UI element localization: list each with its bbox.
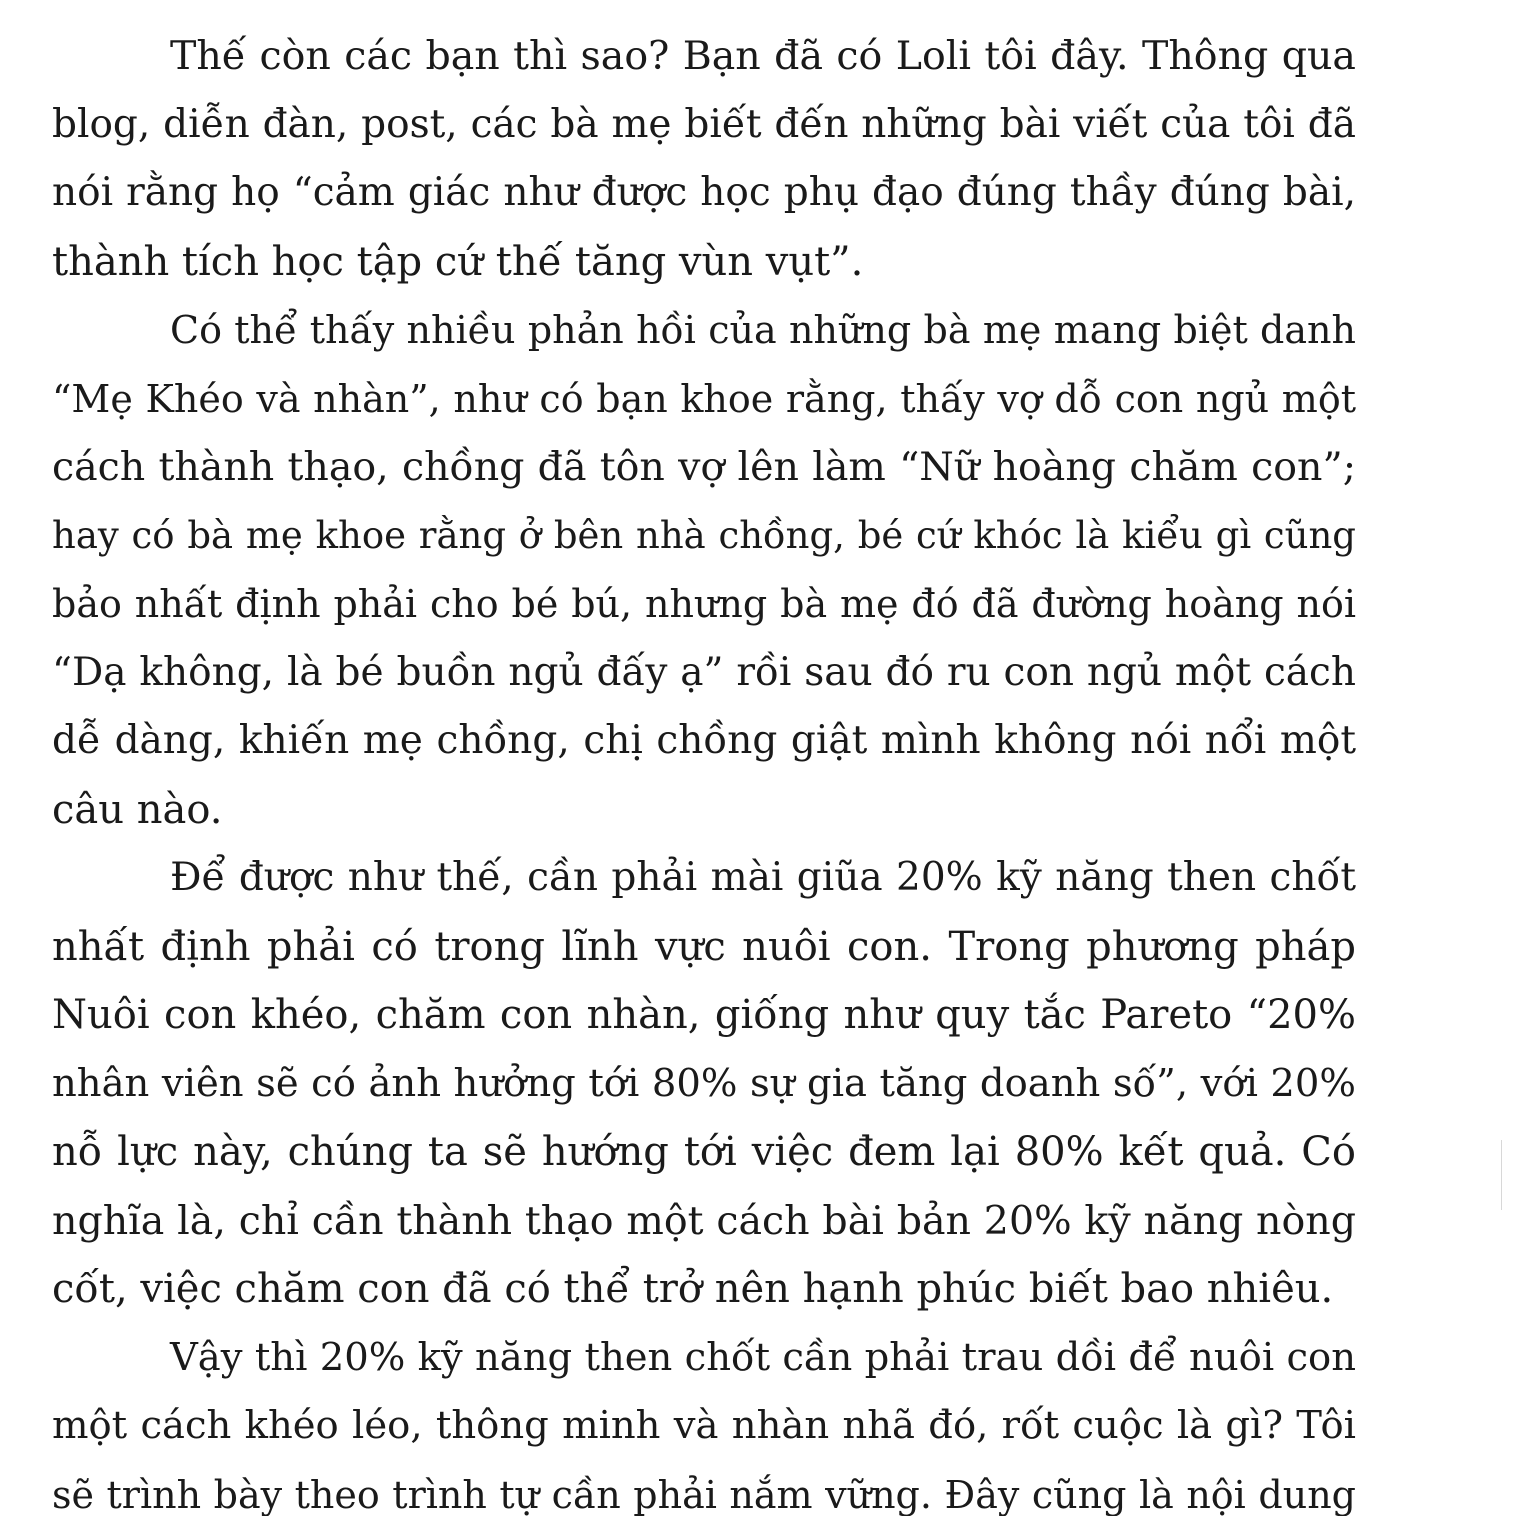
text-line: bảo nhất định phải cho bé bú, nhưng bà mẹ đó đã đường hoàng nói bbox=[52, 582, 1356, 626]
text-line: Có thể thấy nhiều phản hồi của những bà mẹ mang biệt danh bbox=[170, 308, 1356, 352]
text-line: Vậy thì 20% kỹ năng then chốt cần phải trau dồi để nuôi con bbox=[170, 1334, 1356, 1380]
text-line: nhất định phải có trong lĩnh vực nuôi con. Trong phương pháp bbox=[52, 923, 1356, 970]
text-line: nghĩa là, chỉ cần thành thạo một cách bài bản 20% kỹ năng nòng bbox=[52, 1197, 1356, 1244]
paragraph-1 bbox=[52, 22, 1356, 296]
text-line: Thế còn các bạn thì sao? Bạn đã có Loli tôi đây. Thông qua bbox=[170, 33, 1356, 79]
text-line: nỗ lực này, chúng ta sẽ hướng tới việc đem lại 80% kết quả. Có bbox=[52, 1129, 1356, 1175]
text-line: “Mẹ Khéo và nhàn”, như có bạn khoe rằng, thấy vợ dỗ con ngủ một bbox=[52, 376, 1356, 421]
text-line: nhân viên sẽ có ảnh hưởng tới 80% sự gia tăng doanh số”, với 20% bbox=[52, 1060, 1356, 1106]
text-line: Nuôi con khéo, chăm con nhàn, giống như quy tắc Pareto “20% bbox=[52, 992, 1356, 1038]
text-line: cốt, việc chăm con đã có thể trở nên hạnh phúc biết bao nhiêu. bbox=[52, 1266, 1334, 1312]
text-line: dễ dàng, khiến mẹ chồng, chị chồng giật mình không nói nổi một bbox=[52, 718, 1356, 763]
text-line: Để được như thế, cần phải mài giũa 20% kỹ năng then chốt bbox=[170, 855, 1356, 900]
paragraph-4 bbox=[52, 1324, 1356, 1516]
text-line: nói rằng họ “cảm giác như được học phụ đạo đúng thầy đúng bài, bbox=[52, 170, 1356, 215]
text-line: blog, diễn đàn, post, các bà mẹ biết đến những bài viết của tôi đã bbox=[52, 101, 1356, 147]
scan-edge-mark bbox=[1501, 1140, 1502, 1210]
paragraph-3 bbox=[52, 844, 1356, 1324]
text-line: sẽ trình bày theo trình tự cần phải nắm vững. Đây cũng là nội dung bbox=[52, 1472, 1356, 1516]
body-text bbox=[52, 22, 1356, 1516]
text-line: câu nào. bbox=[52, 786, 223, 833]
text-line: cách thành thạo, chồng đã tôn vợ lên làm “Nữ hoàng chăm con”; bbox=[52, 444, 1356, 490]
text-line: hay có bà mẹ khoe rằng ở bên nhà chồng, bé cứ khóc là kiểu gì cũng bbox=[52, 513, 1356, 557]
paragraph-2 bbox=[52, 296, 1356, 844]
text-line: một cách khéo léo, thông minh và nhàn nhã đó, rốt cuộc là gì? Tôi bbox=[52, 1403, 1356, 1448]
text-line: thành tích học tập cứ thế tăng vùn vụt”. bbox=[52, 238, 864, 285]
text-line: “Dạ không, là bé buồn ngủ đấy ạ” rồi sau đó ru con ngủ một cách bbox=[52, 649, 1356, 695]
